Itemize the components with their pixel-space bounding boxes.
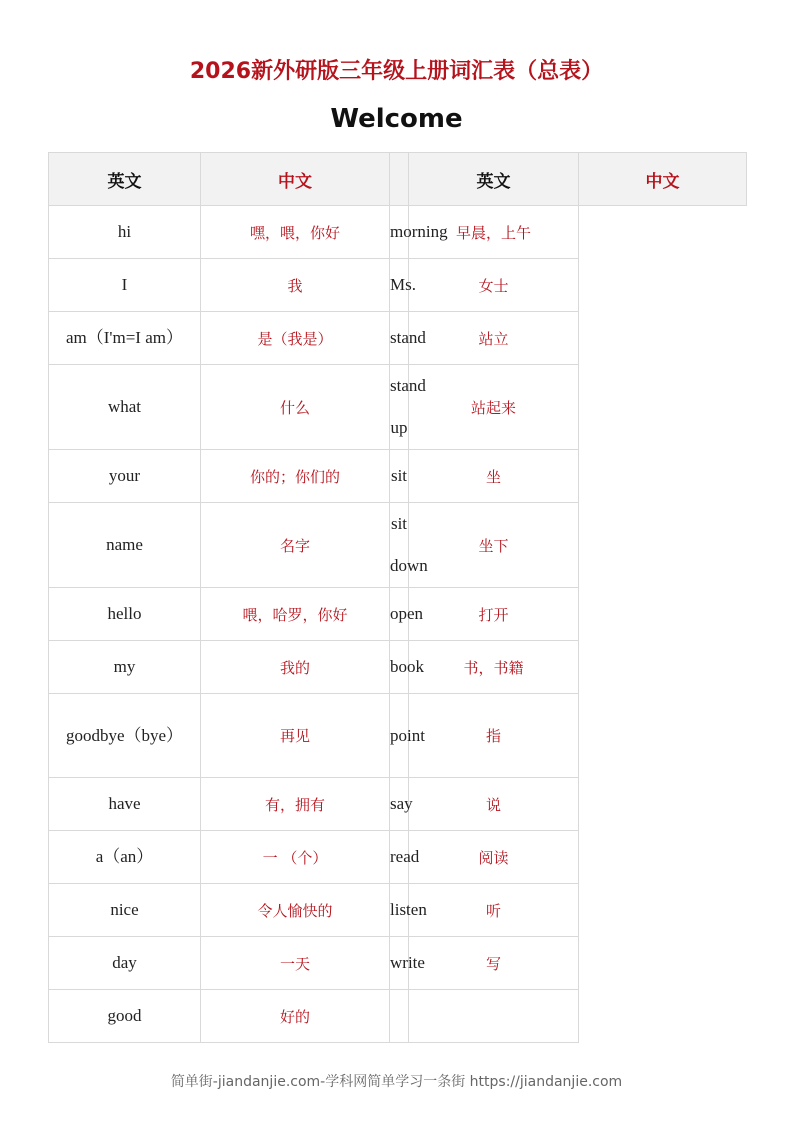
word-chinese: 坐 (409, 450, 579, 503)
table-row (49, 884, 747, 937)
table-header-row (49, 153, 747, 206)
word-english: I (49, 259, 201, 312)
table-row (49, 450, 747, 503)
word-english: am（I'm=I am） (49, 312, 201, 365)
table-row (49, 365, 747, 450)
word-chinese: 书，书籍 (409, 641, 579, 694)
vocabulary-table (48, 152, 747, 1043)
word-english: my (49, 641, 201, 694)
word-english: nice (49, 884, 201, 937)
word-english: good (49, 990, 201, 1043)
table-row (49, 641, 747, 694)
word-english: open (390, 588, 409, 641)
word-chinese: 名字 (201, 503, 390, 588)
word-english: write (390, 937, 409, 990)
table-row (49, 937, 747, 990)
word-english: stand (390, 312, 409, 365)
word-chinese: 令人愉快的 (201, 884, 390, 937)
word-chinese: 什么 (201, 365, 390, 450)
word-english (390, 990, 409, 1043)
word-chinese: 早晨，上午 (409, 206, 579, 259)
word-english: listen (390, 884, 409, 937)
table-row (49, 588, 747, 641)
header-english-left: 英文 (49, 153, 201, 206)
column-separator (390, 153, 409, 206)
word-chinese: 有，拥有 (201, 778, 390, 831)
word-english: book (390, 641, 409, 694)
word-english: Ms. (390, 259, 409, 312)
table-row (49, 778, 747, 831)
word-english: what (49, 365, 201, 450)
header-english-right: 英文 (409, 153, 579, 206)
word-english: goodbye（bye） (49, 694, 201, 778)
word-english: read (390, 831, 409, 884)
word-chinese: 坐下 (409, 503, 579, 588)
word-english: sit (390, 450, 409, 503)
table-row (49, 694, 747, 778)
word-chinese: 阅读 (409, 831, 579, 884)
word-english: point (390, 694, 409, 778)
word-english: morning (390, 206, 409, 259)
word-english: say (390, 778, 409, 831)
word-chinese: 站起来 (409, 365, 579, 450)
table-row (49, 206, 747, 259)
table-row (49, 312, 747, 365)
word-english: hi (49, 206, 201, 259)
word-chinese: 是（我是） (201, 312, 390, 365)
word-chinese: 说 (409, 778, 579, 831)
word-chinese: 打开 (409, 588, 579, 641)
word-english: a（an） (49, 831, 201, 884)
table-row (49, 503, 747, 588)
page-footer: 简单街-jiandanjie.com-学科网简单学习一条街 https://jiandanjie.com (170, 1074, 623, 1090)
word-english: hello (49, 588, 201, 641)
word-chinese: 指 (409, 694, 579, 778)
word-english: day (49, 937, 201, 990)
word-english: your (49, 450, 201, 503)
header-chinese-left: 中文 (201, 153, 390, 206)
word-chinese: 一天 (201, 937, 390, 990)
word-chinese: 我 (201, 259, 390, 312)
table-row (49, 259, 747, 312)
unit-title: Welcome (330, 104, 463, 134)
word-chinese: 女士 (409, 259, 579, 312)
word-chinese: 喂，哈罗，你好 (201, 588, 390, 641)
word-english: name (49, 503, 201, 588)
header-chinese-right: 中文 (579, 153, 747, 206)
word-chinese: 听 (409, 884, 579, 937)
word-chinese: 一 （个） (201, 831, 390, 884)
word-chinese: 站立 (409, 312, 579, 365)
word-english: stand up (390, 365, 409, 450)
word-chinese: 再见 (201, 694, 390, 778)
table-row (49, 831, 747, 884)
word-chinese: 你的；你们的 (201, 450, 390, 503)
word-chinese: 好的 (201, 990, 390, 1043)
word-chinese: 我的 (201, 641, 390, 694)
word-english: have (49, 778, 201, 831)
word-english: sit down (390, 503, 409, 588)
word-chinese: 嘿，喂，你好 (201, 206, 390, 259)
word-chinese (409, 990, 579, 1043)
word-chinese: 写 (409, 937, 579, 990)
table-row (49, 990, 747, 1043)
document-title: 2026新外研版三年级上册词汇表（总表） (189, 59, 604, 84)
